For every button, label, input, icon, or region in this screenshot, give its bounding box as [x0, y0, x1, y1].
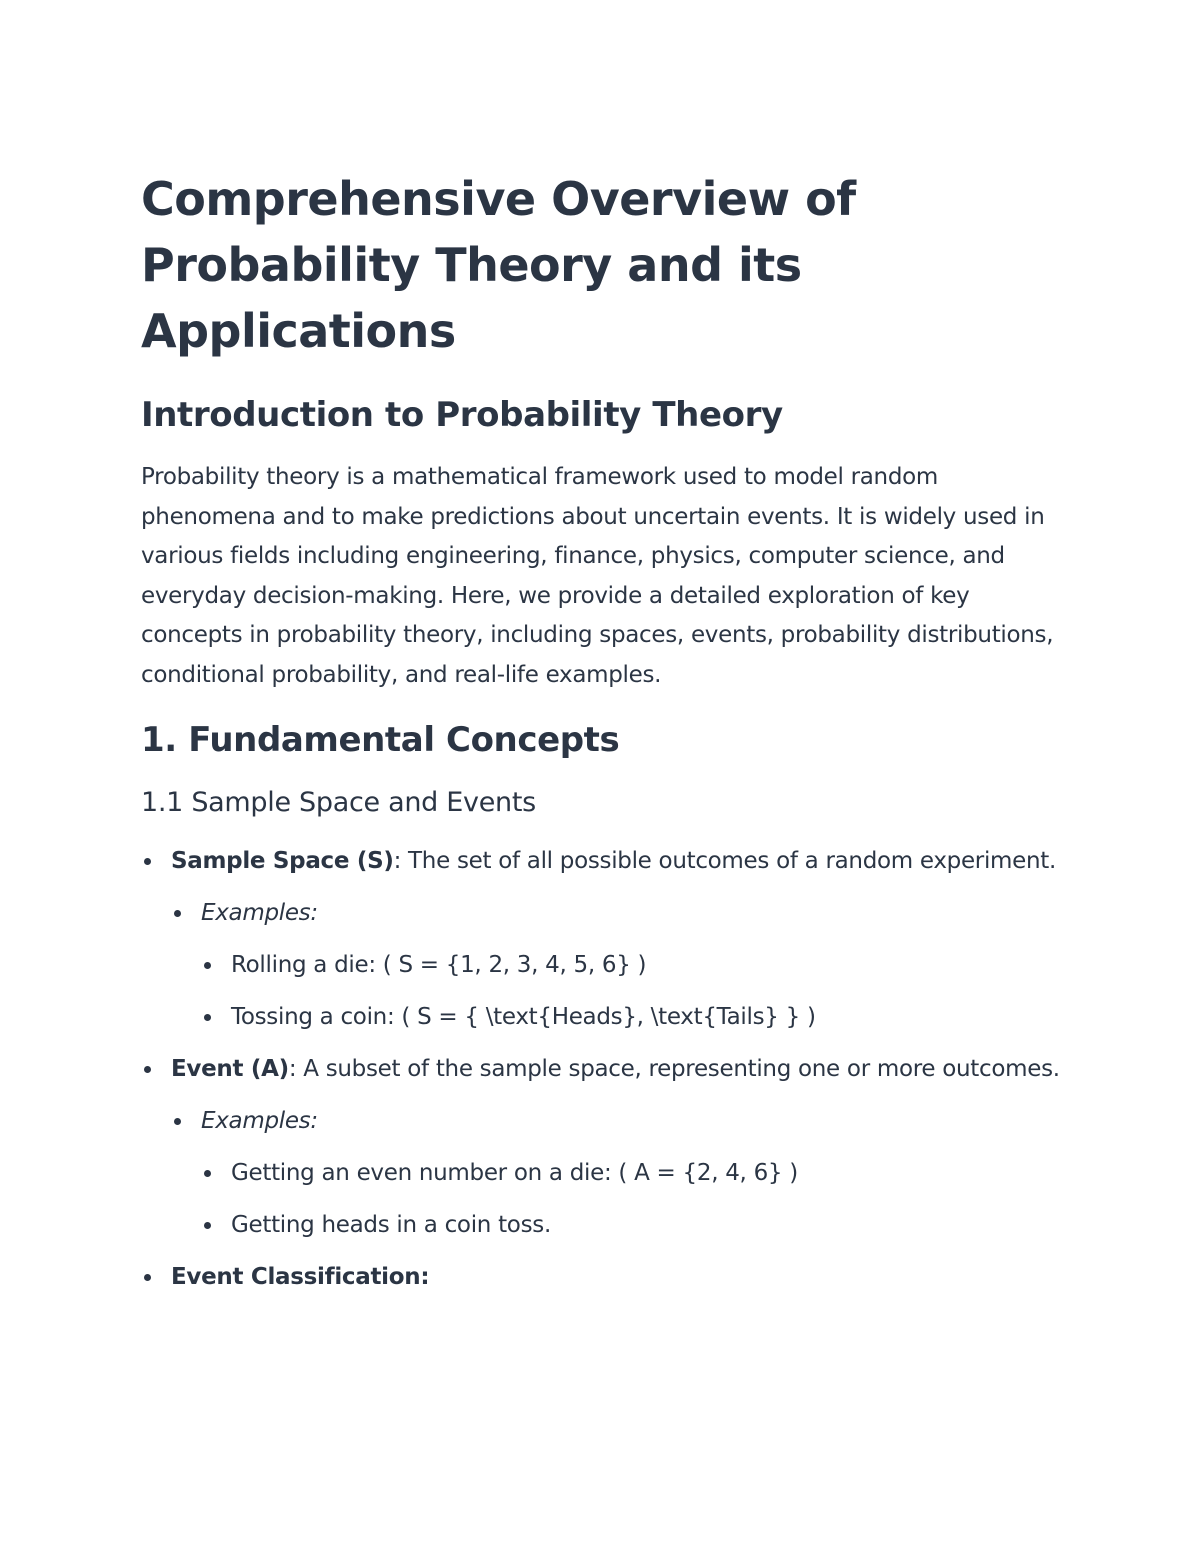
document-title: Comprehensive Overview of Probability Theory and its Applications — [141, 172, 856, 358]
example-list — [201, 1153, 1071, 1245]
examples-label: Examples — [201, 1108, 311, 1134]
bullet-icon — [174, 1118, 181, 1125]
bullet-icon — [144, 858, 151, 865]
example-text: Rolling a die: ( S = {1, 2, 3, 4, 5, 6} ) — [231, 952, 647, 978]
example-text: Getting an even number on a die: ( A = {2, 4, 6} ) — [231, 1160, 798, 1186]
intro-heading: Introduction to Probability Theory — [141, 395, 783, 435]
list-item-sample-space — [141, 841, 1071, 1037]
bullet-icon — [204, 1222, 211, 1229]
examples-suffix: : — [310, 900, 318, 926]
list-item-event-classification — [141, 1257, 1071, 1297]
examples-suffix: : — [310, 1108, 318, 1134]
term-event-classification-suffix: : — [420, 1264, 430, 1290]
document-page — [141, 166, 1071, 1309]
term-event: Event (A) — [171, 1056, 289, 1082]
bullet-icon — [204, 962, 211, 969]
example-text: Tossing a coin: ( S = { \text{Heads}, \text{Tails} } ) — [231, 1004, 816, 1030]
definition-event: : A subset of the sample space, representing one or more outcomes. — [288, 1056, 1060, 1082]
sublist — [171, 1101, 1071, 1245]
bullet-icon — [204, 1170, 211, 1177]
term-sample-space: Sample Space (S) — [171, 848, 394, 874]
list-item-example — [201, 997, 1071, 1037]
example-list — [201, 945, 1071, 1037]
term-event-classification: Event Classification — [171, 1264, 421, 1290]
list-item-examples-label — [171, 1101, 1071, 1245]
examples-label: Examples — [201, 900, 311, 926]
subsection-heading-sample-space: 1.1 Sample Space and Events — [141, 787, 536, 818]
section-heading-fundamental-concepts: 1. Fundamental Concepts — [141, 720, 620, 760]
definition-sample-space: : The set of all possible outcomes of a random experiment. — [393, 848, 1056, 874]
list-item-example — [201, 945, 1071, 985]
example-text: Getting heads in a coin toss. — [231, 1212, 551, 1238]
sublist — [171, 893, 1071, 1037]
list-item-example — [201, 1205, 1071, 1245]
intro-paragraph: Probability theory is a mathematical framework used to model random phenomena and to make predictions about uncertain events. It is widely used in various fields including engineering, finance, physics, computer science, and everyday decision-making. Here, we provide a detailed exploration of key concepts in probability theory, including spaces, events, probability distributions, conditional probability, and real-life examples. — [141, 464, 1054, 688]
bullet-icon — [204, 1014, 211, 1021]
list-item-example — [201, 1153, 1071, 1193]
bullet-icon — [144, 1274, 151, 1281]
list-item-examples-label — [171, 893, 1071, 1037]
list-item-event — [141, 1049, 1071, 1245]
bullet-icon — [174, 910, 181, 917]
bullet-icon — [144, 1066, 151, 1073]
concept-list — [141, 841, 1071, 1297]
